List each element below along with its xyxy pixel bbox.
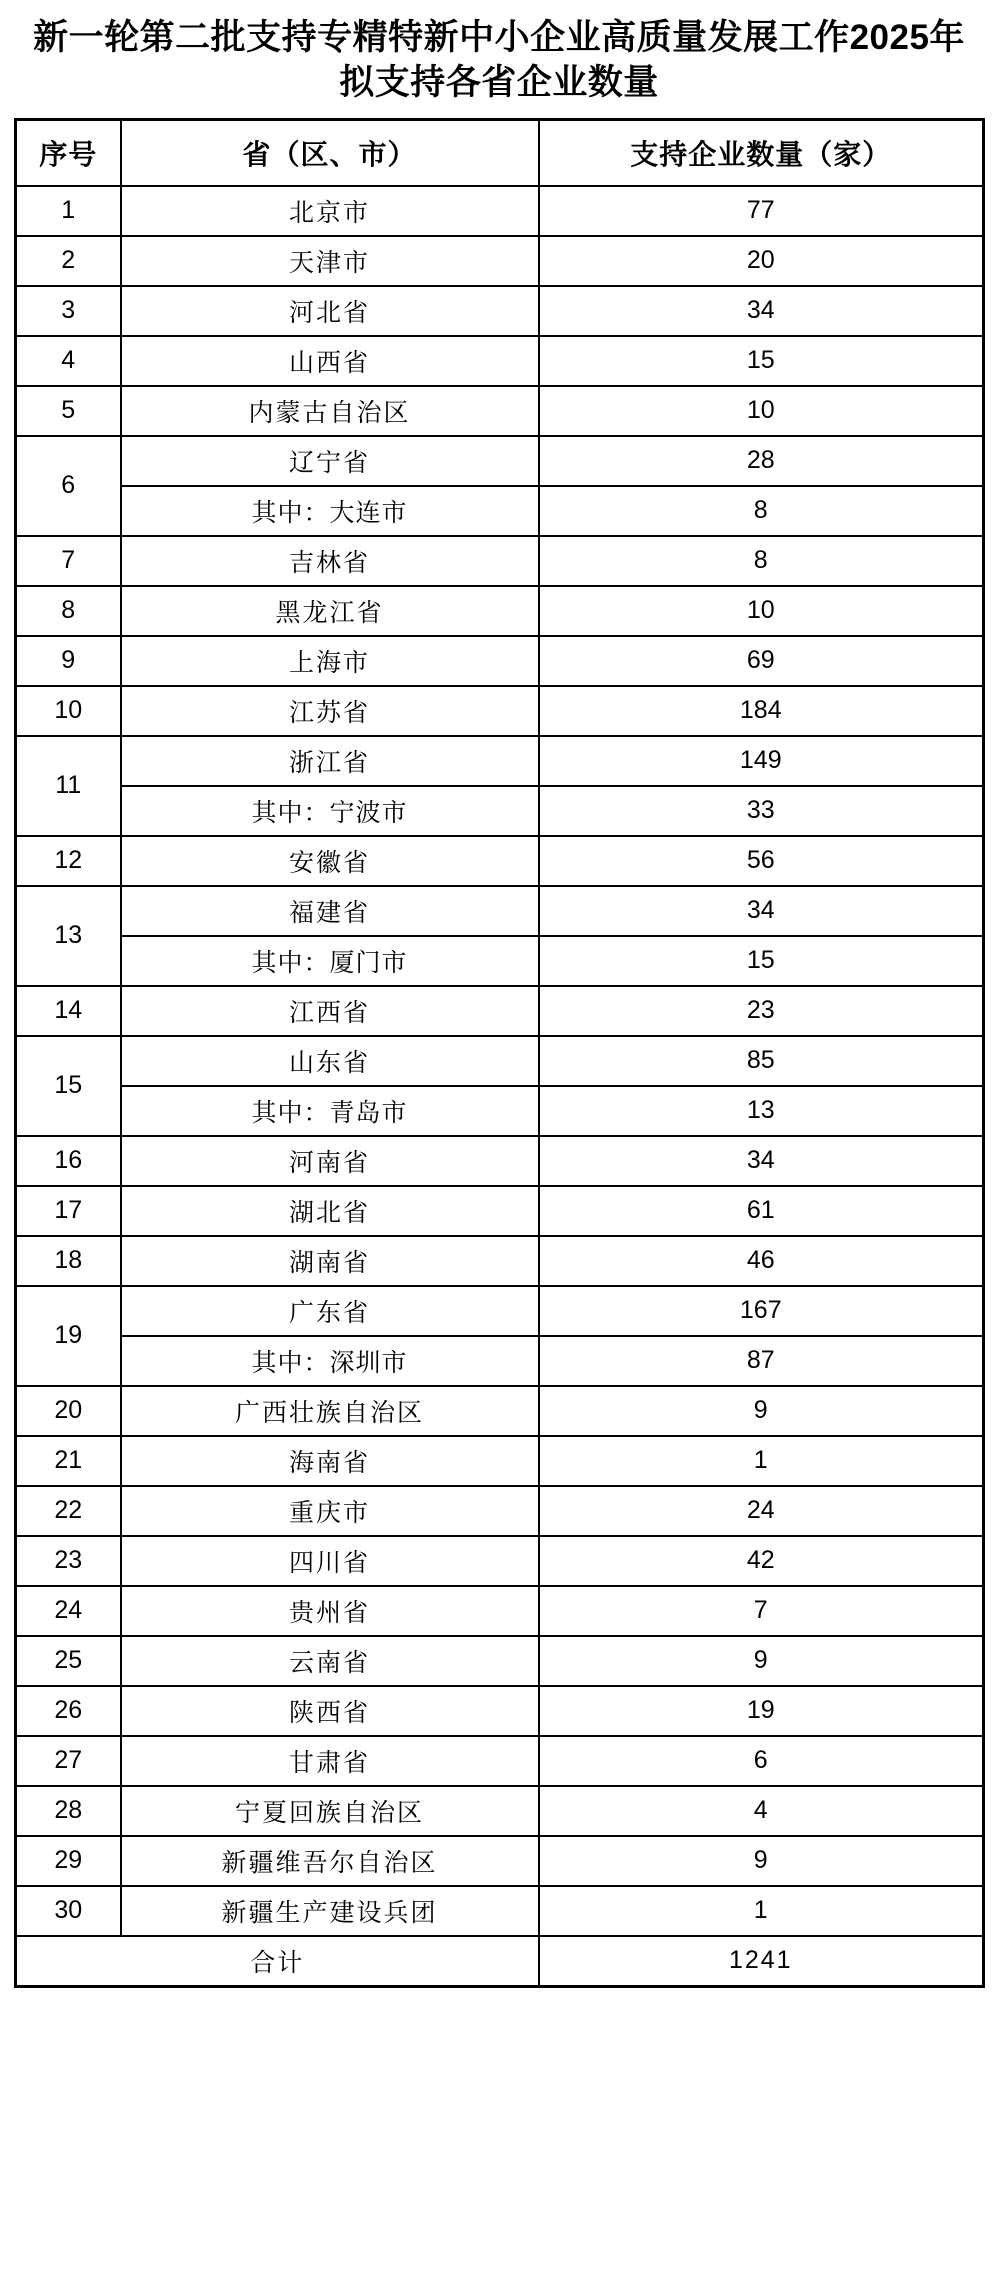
cell-sub-count: 33 [539,786,984,836]
table-header [16,119,984,186]
cell-count: 34 [539,1136,984,1186]
cell-province: 江西省 [121,986,539,1036]
cell-index: 23 [16,1536,121,1586]
cell-province: 重庆市 [121,1486,539,1536]
cell-province: 湖北省 [121,1186,539,1236]
cell-province: 江苏省 [121,686,539,736]
cell-sub-count: 13 [539,1086,984,1136]
table-row [16,536,984,586]
table-row-sub [16,1086,984,1136]
cell-count: 23 [539,986,984,1036]
cell-index: 30 [16,1886,121,1936]
cell-province: 辽宁省 [121,436,539,486]
cell-count: 20 [539,236,984,286]
cell-index: 21 [16,1436,121,1486]
cell-count: 9 [539,1386,984,1436]
cell-index: 27 [16,1736,121,1786]
cell-index: 7 [16,536,121,586]
cell-count: 149 [539,736,984,786]
table-row [16,386,984,436]
cell-index: 12 [16,836,121,886]
support-enterprise-table [14,118,985,1988]
cell-count: 1 [539,1886,984,1936]
table-row [16,1886,984,1936]
table-row [16,636,984,686]
cell-count: 61 [539,1186,984,1236]
table-row [16,336,984,386]
table-row [16,1636,984,1686]
column-header-index: 序号 [16,119,121,186]
table-row [16,1236,984,1286]
cell-count: 8 [539,536,984,586]
cell-count: 10 [539,586,984,636]
cell-count: 42 [539,1536,984,1586]
cell-count: 24 [539,1486,984,1536]
table-row [16,236,984,286]
cell-province: 湖南省 [121,1236,539,1286]
cell-index: 13 [16,886,121,986]
cell-index: 16 [16,1136,121,1186]
cell-province: 宁夏回族自治区 [121,1786,539,1836]
cell-index: 2 [16,236,121,286]
cell-count: 85 [539,1036,984,1086]
cell-province: 广东省 [121,1286,539,1336]
cell-index: 10 [16,686,121,736]
table-row [16,1286,984,1336]
cell-count: 1 [539,1436,984,1486]
cell-sub-province: 其中：宁波市 [121,786,539,836]
table-row [16,1786,984,1836]
cell-index: 4 [16,336,121,386]
cell-count: 77 [539,186,984,236]
cell-index: 8 [16,586,121,636]
table-row [16,886,984,936]
table-row-sub [16,786,984,836]
cell-province: 甘肃省 [121,1736,539,1786]
cell-province: 福建省 [121,886,539,936]
table-row [16,1386,984,1436]
cell-count: 69 [539,636,984,686]
cell-province: 河南省 [121,1136,539,1186]
cell-index: 18 [16,1236,121,1286]
cell-province: 安徽省 [121,836,539,886]
cell-province: 海南省 [121,1436,539,1486]
cell-count: 10 [539,386,984,436]
cell-count: 46 [539,1236,984,1286]
table-total-row [16,1936,984,1987]
cell-index: 29 [16,1836,121,1886]
cell-index: 20 [16,1386,121,1436]
cell-province: 山东省 [121,1036,539,1086]
cell-sub-count: 15 [539,936,984,986]
cell-total-label: 合计 [16,1936,539,1987]
cell-index: 17 [16,1186,121,1236]
table-header-row [16,119,984,186]
cell-index: 26 [16,1686,121,1736]
table-row [16,836,984,886]
cell-index: 14 [16,986,121,1036]
cell-index: 9 [16,636,121,686]
table-row-sub [16,486,984,536]
table-row [16,586,984,636]
table-body [16,186,984,1987]
table-row [16,1136,984,1186]
cell-province: 山西省 [121,336,539,386]
cell-sub-province: 其中：厦门市 [121,936,539,986]
cell-province: 广西壮族自治区 [121,1386,539,1436]
cell-index: 11 [16,736,121,836]
table-row [16,286,984,336]
cell-index: 28 [16,1786,121,1836]
cell-province: 吉林省 [121,536,539,586]
cell-index: 5 [16,386,121,436]
cell-sub-province: 其中：青岛市 [121,1086,539,1136]
table-row [16,736,984,786]
cell-province: 陕西省 [121,1686,539,1736]
cell-province: 四川省 [121,1536,539,1586]
table-row-sub [16,1336,984,1386]
cell-province: 天津市 [121,236,539,286]
cell-index: 3 [16,286,121,336]
table-row [16,1686,984,1736]
column-header-province: 省（区、市） [121,119,539,186]
cell-province: 云南省 [121,1636,539,1686]
table-row [16,686,984,736]
table-row [16,1186,984,1236]
page-title: 新一轮第二批支持专精特新中小企业高质量发展工作2025年拟支持各省企业数量 [33,18,965,102]
cell-count: 15 [539,336,984,386]
cell-province: 黑龙江省 [121,586,539,636]
table-row [16,1486,984,1536]
cell-count: 184 [539,686,984,736]
cell-sub-count: 87 [539,1336,984,1386]
cell-count: 56 [539,836,984,886]
table-row [16,1736,984,1786]
cell-count: 34 [539,286,984,336]
cell-count: 167 [539,1286,984,1336]
cell-index: 6 [16,436,121,536]
table-row [16,1036,984,1086]
table-row [16,186,984,236]
cell-sub-province: 其中：深圳市 [121,1336,539,1386]
cell-province: 上海市 [121,636,539,686]
table-row-sub [16,936,984,986]
cell-count: 9 [539,1636,984,1686]
table-row [16,1436,984,1486]
cell-province: 新疆生产建设兵团 [121,1886,539,1936]
cell-province: 浙江省 [121,736,539,786]
cell-sub-province: 其中：大连市 [121,486,539,536]
table-row [16,986,984,1036]
cell-count: 34 [539,886,984,936]
cell-province: 北京市 [121,186,539,236]
cell-index: 24 [16,1586,121,1636]
cell-count: 19 [539,1686,984,1736]
cell-total-count: 1241 [539,1936,984,1987]
cell-count: 28 [539,436,984,486]
table-row [16,1586,984,1636]
cell-province: 内蒙古自治区 [121,386,539,436]
cell-count: 9 [539,1836,984,1886]
cell-index: 25 [16,1636,121,1686]
cell-index: 1 [16,186,121,236]
cell-province: 河北省 [121,286,539,336]
table-row [16,436,984,486]
cell-count: 4 [539,1786,984,1836]
cell-index: 19 [16,1286,121,1386]
cell-province: 新疆维吾尔自治区 [121,1836,539,1886]
table-row [16,1536,984,1586]
column-header-count: 支持企业数量（家） [539,119,984,186]
cell-index: 15 [16,1036,121,1136]
cell-count: 6 [539,1736,984,1786]
cell-province: 贵州省 [121,1586,539,1636]
cell-index: 22 [16,1486,121,1536]
cell-count: 7 [539,1586,984,1636]
cell-sub-count: 8 [539,486,984,536]
table-row [16,1836,984,1886]
